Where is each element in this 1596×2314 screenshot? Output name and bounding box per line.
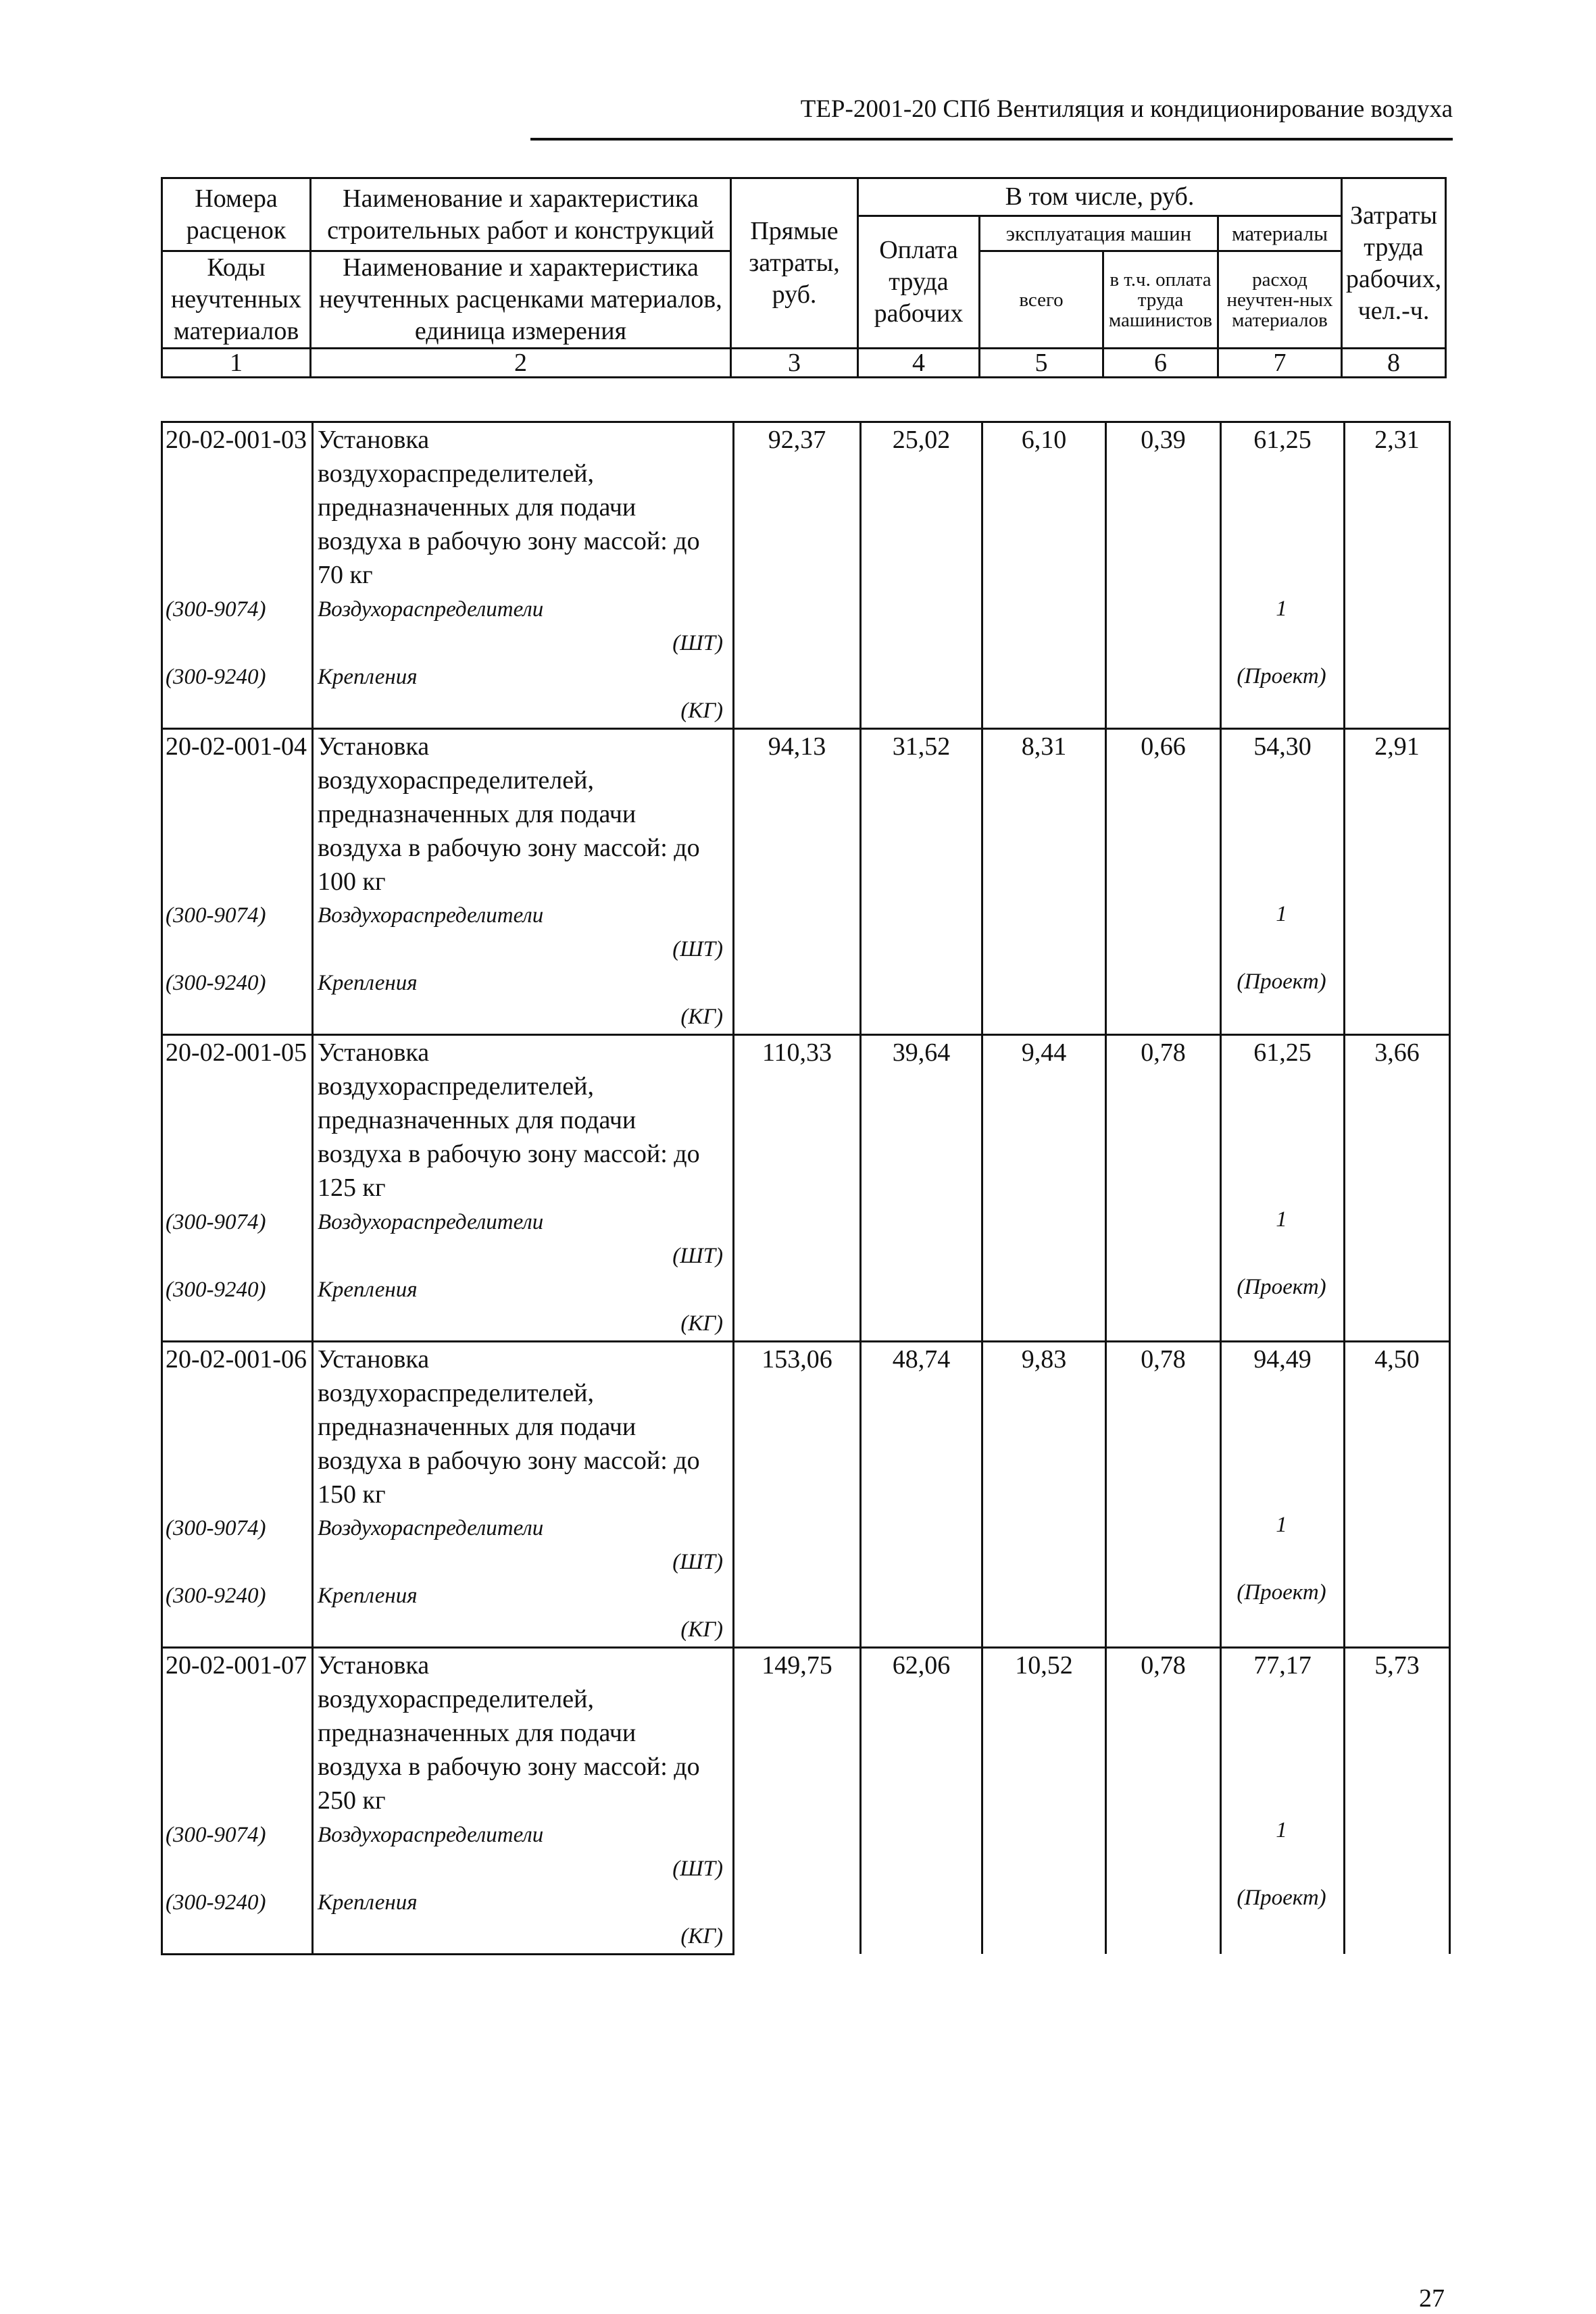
value-labor-hours: 2,91 bbox=[1345, 728, 1450, 1035]
material-unit: (КГ) bbox=[313, 1919, 734, 1955]
value-materials: 61,25 bbox=[1221, 1035, 1345, 1342]
value-labor-hours: 4,50 bbox=[1345, 1341, 1450, 1648]
value-labor: 31,52 bbox=[861, 728, 982, 1035]
material-quantity: (Проект) bbox=[1237, 970, 1326, 994]
table-row bbox=[162, 1648, 1450, 1818]
material-code-spacer bbox=[162, 694, 313, 729]
material-code: (300-9074) bbox=[162, 1818, 313, 1852]
rate-description-line: предназначенных для подачи bbox=[318, 493, 637, 522]
rate-description-line: 70 кг bbox=[318, 561, 373, 589]
value-machines-total: 9,44 bbox=[982, 1035, 1106, 1342]
material-quantity: (Проект) bbox=[1237, 1580, 1326, 1605]
material-code-spacer bbox=[162, 1852, 313, 1886]
value-labor: 62,06 bbox=[861, 1648, 982, 1955]
material-code-spacer bbox=[162, 1239, 313, 1273]
material-code-spacer bbox=[162, 1545, 313, 1579]
rate-description-line: воздухораспределителей, bbox=[318, 1072, 594, 1101]
header-rate-numbers: Номера расценок bbox=[162, 178, 311, 251]
value-machinists: 0,78 bbox=[1106, 1035, 1221, 1342]
rate-code: 20-02-001-04 bbox=[162, 728, 313, 899]
rate-description bbox=[313, 1648, 734, 1818]
material-name: Крепления bbox=[313, 966, 734, 1000]
material-code: (300-9074) bbox=[162, 899, 313, 932]
value-machines-total: 9,83 bbox=[982, 1341, 1106, 1648]
rate-description-line: воздуха в рабочую зону массой: до bbox=[318, 1140, 700, 1168]
material-quantity: (Проект) bbox=[1237, 664, 1326, 688]
material-code: (300-9074) bbox=[162, 1205, 313, 1239]
header-number: 6 bbox=[1103, 349, 1218, 378]
header-number: 7 bbox=[1218, 349, 1342, 378]
material-unit: (ШТ) bbox=[313, 1852, 734, 1886]
value-labor: 39,64 bbox=[861, 1035, 982, 1342]
table-row bbox=[162, 1035, 1450, 1205]
material-quantity: (Проект) bbox=[1237, 1275, 1326, 1299]
header-materials: материалы bbox=[1218, 216, 1342, 251]
header-number: 8 bbox=[1342, 349, 1446, 378]
header-material-codes: Коды неучтенных материалов bbox=[162, 251, 311, 349]
material-code-spacer bbox=[162, 1307, 313, 1342]
material-unit: (КГ) bbox=[313, 1307, 734, 1342]
header-machines: эксплуатация машин bbox=[980, 216, 1218, 251]
material-unit: (ШТ) bbox=[313, 1239, 734, 1273]
header-machines-total: всего bbox=[980, 251, 1103, 349]
material-unit: (КГ) bbox=[313, 1000, 734, 1035]
material-name: Крепления bbox=[313, 1273, 734, 1307]
value-labor: 48,74 bbox=[861, 1341, 982, 1648]
rate-description-line: предназначенных для подачи bbox=[318, 799, 637, 828]
material-code: (300-9240) bbox=[162, 1273, 313, 1307]
header-number: 3 bbox=[731, 349, 858, 378]
page-number: 27 bbox=[1419, 2284, 1445, 2313]
value-machinists: 0,78 bbox=[1106, 1341, 1221, 1648]
value-direct: 94,13 bbox=[734, 728, 861, 1035]
rate-description-line: воздуха в рабочую зону массой: до bbox=[318, 527, 700, 555]
material-code-spacer bbox=[162, 1919, 313, 1955]
material-code: (300-9240) bbox=[162, 1579, 313, 1613]
header-number: 4 bbox=[858, 349, 980, 378]
rate-description-line: воздухораспределителей, bbox=[318, 1378, 594, 1407]
rate-description bbox=[313, 1035, 734, 1205]
material-code-spacer bbox=[162, 626, 313, 660]
value-machines-total: 8,31 bbox=[982, 728, 1106, 1035]
rate-description-line: 125 кг bbox=[318, 1174, 386, 1202]
header-number: 5 bbox=[980, 349, 1103, 378]
material-quantity: 1 bbox=[1276, 1207, 1287, 1232]
column-header-table bbox=[161, 177, 1447, 378]
header-number: 1 bbox=[162, 349, 311, 378]
material-unit: (ШТ) bbox=[313, 932, 734, 966]
value-machines-total: 6,10 bbox=[982, 422, 1106, 729]
header-number: 2 bbox=[311, 349, 731, 378]
material-name: Воздухораспределители bbox=[313, 593, 734, 626]
rate-description-line: предназначенных для подачи bbox=[318, 1412, 637, 1441]
value-machinists: 0,66 bbox=[1106, 728, 1221, 1035]
material-quantity: (Проект) bbox=[1237, 1886, 1326, 1910]
material-code-spacer bbox=[162, 1000, 313, 1035]
material-quantity: 1 bbox=[1276, 597, 1287, 621]
value-machinists: 0,78 bbox=[1106, 1648, 1221, 1955]
value-materials: 77,17 bbox=[1221, 1648, 1345, 1955]
header-direct-costs: Прямые затраты, руб. bbox=[731, 178, 858, 349]
header-labor-pay: Оплата труда рабочих bbox=[858, 216, 980, 349]
value-direct: 149,75 bbox=[734, 1648, 861, 1955]
value-labor-hours: 5,73 bbox=[1345, 1648, 1450, 1955]
rate-description-line: воздухораспределителей, bbox=[318, 1685, 594, 1713]
rate-description-line: 250 кг bbox=[318, 1786, 386, 1815]
material-code: (300-9074) bbox=[162, 1511, 313, 1545]
material-code-spacer bbox=[162, 1613, 313, 1648]
material-unit: (ШТ) bbox=[313, 626, 734, 660]
material-code: (300-9240) bbox=[162, 1886, 313, 1919]
material-code: (300-9074) bbox=[162, 593, 313, 626]
material-name: Крепления bbox=[313, 1886, 734, 1919]
running-head: ТЕР-2001-20 СПб Вентиляция и кондиционирование воздуха bbox=[800, 95, 1453, 123]
material-unit: (КГ) bbox=[313, 1613, 734, 1648]
rate-description-line: воздуха в рабочую зону массой: до bbox=[318, 833, 700, 862]
material-quantity: 1 bbox=[1276, 1818, 1287, 1842]
rates-table bbox=[161, 421, 1451, 1955]
table-row bbox=[162, 422, 1450, 593]
value-machinists: 0,39 bbox=[1106, 422, 1221, 729]
rate-code: 20-02-001-07 bbox=[162, 1648, 313, 1818]
rate-description bbox=[313, 1341, 734, 1511]
header-labor-hours: Затраты труда рабочих, чел.-ч. bbox=[1342, 178, 1446, 349]
rate-code: 20-02-001-03 bbox=[162, 422, 313, 593]
value-labor-hours: 3,66 bbox=[1345, 1035, 1450, 1342]
rate-code: 20-02-001-06 bbox=[162, 1341, 313, 1511]
rate-code: 20-02-001-05 bbox=[162, 1035, 313, 1205]
value-direct: 110,33 bbox=[734, 1035, 861, 1342]
value-labor: 25,02 bbox=[861, 422, 982, 729]
material-unit: (КГ) bbox=[313, 694, 734, 729]
header-work-name: Наименование и характеристика строительных работ и конструкций bbox=[311, 178, 731, 251]
rate-description-line: Установка bbox=[318, 732, 430, 761]
table-row bbox=[162, 1341, 1450, 1511]
value-direct: 92,37 bbox=[734, 422, 861, 729]
material-quantity: 1 bbox=[1276, 1513, 1287, 1537]
value-direct: 153,06 bbox=[734, 1341, 861, 1648]
header-material-names: Наименование и характеристика неучтенных расценками материалов, единица измерения bbox=[311, 251, 731, 349]
material-unit: (ШТ) bbox=[313, 1545, 734, 1579]
material-code: (300-9240) bbox=[162, 966, 313, 1000]
value-labor-hours: 2,31 bbox=[1345, 422, 1450, 729]
value-materials: 54,30 bbox=[1221, 728, 1345, 1035]
material-quantity: 1 bbox=[1276, 902, 1287, 926]
rate-description-line: воздуха в рабочую зону массой: до bbox=[318, 1446, 700, 1475]
header-machinists-pay: в т.ч. оплата труда машинистов bbox=[1103, 251, 1218, 349]
rate-description-line: воздухораспределителей, bbox=[318, 765, 594, 795]
material-code-spacer bbox=[162, 932, 313, 966]
value-materials: 94,49 bbox=[1221, 1341, 1345, 1648]
value-materials: 61,25 bbox=[1221, 422, 1345, 729]
value-machines-total: 10,52 bbox=[982, 1648, 1106, 1955]
header-rule bbox=[530, 138, 1453, 141]
rate-description-line: воздуха в рабочую зону массой: до bbox=[318, 1753, 700, 1781]
header-material-consumption: расход неучтен-ных материалов bbox=[1218, 251, 1342, 349]
material-name: Воздухораспределители bbox=[313, 899, 734, 932]
rate-description-line: 150 кг bbox=[318, 1480, 386, 1509]
rate-description-line: Установка bbox=[318, 426, 430, 454]
material-name: Воздухораспределители bbox=[313, 1205, 734, 1239]
material-name: Воздухораспределители bbox=[313, 1511, 734, 1545]
table-row bbox=[162, 728, 1450, 899]
rate-description bbox=[313, 728, 734, 899]
material-code: (300-9240) bbox=[162, 660, 313, 694]
material-name: Крепления bbox=[313, 660, 734, 694]
rate-description-line: Установка bbox=[318, 1038, 430, 1067]
rate-description-line: предназначенных для подачи bbox=[318, 1106, 637, 1134]
material-name: Крепления bbox=[313, 1579, 734, 1613]
rate-description-line: 100 кг bbox=[318, 867, 386, 896]
rate-description-line: воздухораспределителей, bbox=[318, 459, 594, 488]
rate-description-line: Установка bbox=[318, 1344, 430, 1374]
header-group: В том числе, руб. bbox=[858, 178, 1342, 216]
rate-description bbox=[313, 422, 734, 593]
material-name: Воздухораспределители bbox=[313, 1818, 734, 1852]
rate-description-line: предназначенных для подачи bbox=[318, 1719, 637, 1747]
rate-description-line: Установка bbox=[318, 1651, 430, 1680]
